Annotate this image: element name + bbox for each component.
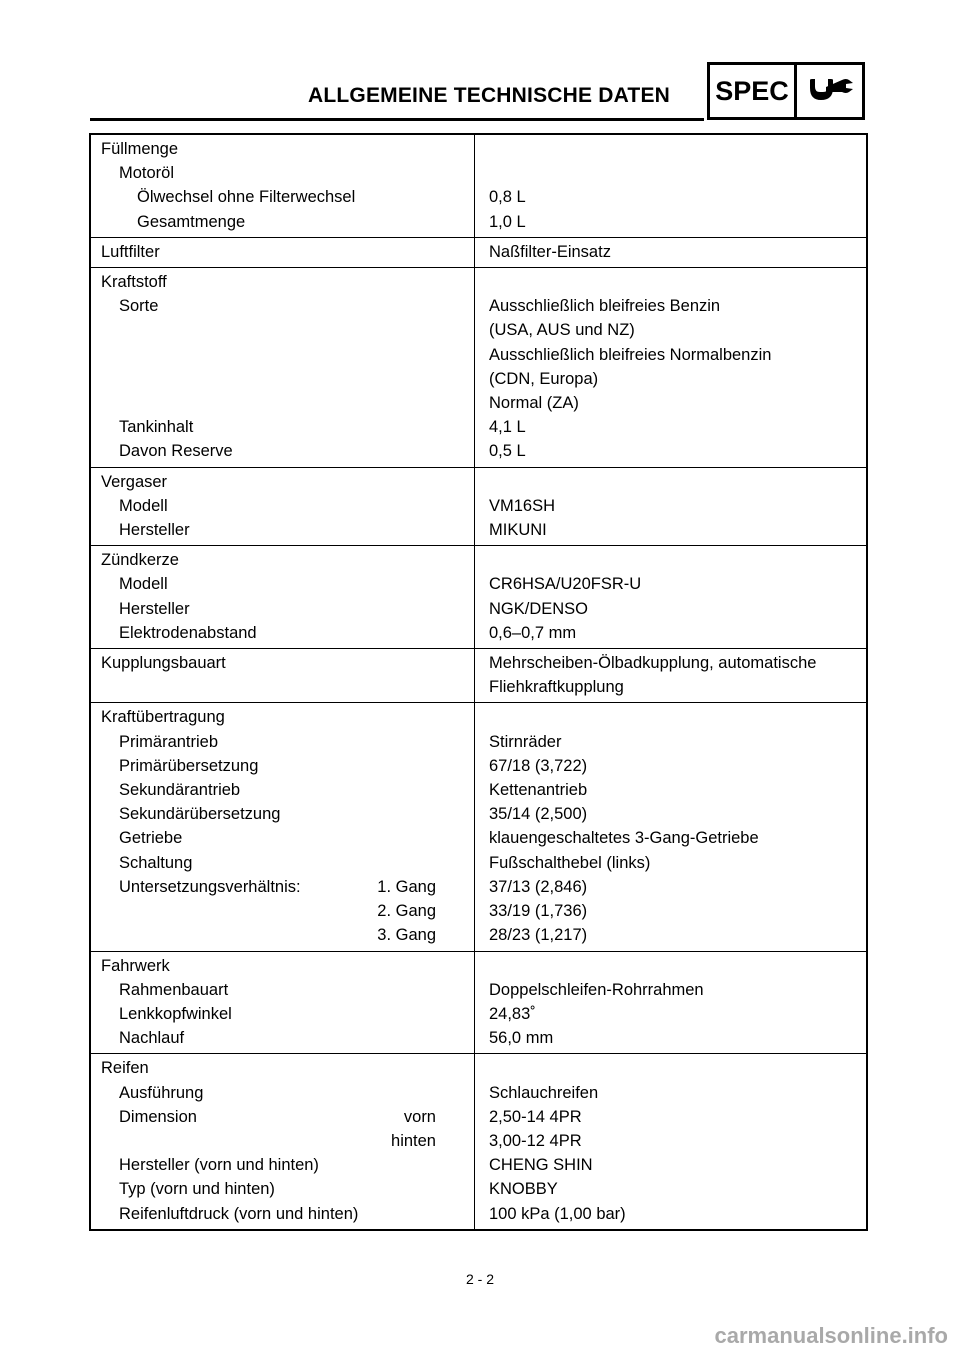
row-value: Doppelschleifen-Rohrrahmen [489,980,704,999]
row-value: 35/14 (2,500) [489,805,588,824]
table-row [91,899,866,923]
row-label [91,318,474,342]
spec-badge [707,62,865,120]
label-cell [91,754,475,778]
wrench-icon [806,75,856,109]
row-label: Typ (vorn und hinten) [119,1180,275,1199]
row-value: 2,50-14 4PR [489,1107,582,1126]
spec-section [91,1053,866,1228]
label-cell [91,923,475,950]
table-row [91,210,866,234]
row-label [91,923,354,947]
table-row [91,923,866,947]
label-cell [91,391,475,415]
row-label [91,899,354,923]
table-row [91,1002,866,1026]
table-row [91,318,866,342]
row-label: Reifen [101,1059,149,1078]
row-label: Schaltung [119,853,193,872]
row-value [475,954,866,978]
row-value: 33/19 (1,736) [489,902,588,921]
label-cell [91,1054,475,1080]
table-row [91,161,866,185]
row-value: 0,6–0,7 mm [489,623,577,642]
row-value [475,137,866,161]
spec-section [91,135,866,237]
label-cell [91,546,475,572]
table-row [91,518,866,542]
label-cell [91,439,475,466]
label-cell [91,1002,475,1026]
label-cell [91,268,475,294]
row-label: Hersteller (vorn und hinten) [119,1156,319,1175]
label-cell [91,649,475,675]
row-label [91,367,474,391]
table-row [91,875,866,899]
label-cell [91,778,475,802]
table-row [91,621,866,645]
label-cell [91,318,475,342]
label-cell [91,597,475,621]
row-label: Ausführung [119,1083,204,1102]
table-row [91,494,866,518]
label-cell [91,1177,475,1201]
label-cell [91,1081,475,1105]
row-value [475,548,866,572]
row-label [91,391,474,415]
table-row [91,391,866,415]
row-sublabel: 3. Gang [377,926,436,945]
row-value [475,161,866,185]
row-label: Primärantrieb [119,732,219,751]
table-row [91,185,866,209]
label-cell [91,1105,475,1129]
row-value: 1,0 L [489,212,526,231]
label-cell [91,238,475,267]
row-label [91,1129,354,1153]
page-number: 2 - 2 [465,1271,494,1287]
row-value: Fliehkraftkupplung [489,678,624,697]
spec-section [91,702,866,950]
table-row [91,1153,866,1177]
row-label: Getriebe [119,829,183,848]
spec-label: SPEC [710,65,797,117]
row-value [475,705,866,729]
label-cell [91,367,475,391]
row-label: Modell [119,496,168,515]
table-row [91,826,866,850]
table-row [91,597,866,621]
row-value: 100 kPa (1,00 bar) [489,1204,626,1223]
table-row [91,439,866,463]
table-row [91,778,866,802]
table-row [91,1105,866,1129]
label-cell [91,1153,475,1177]
row-value [475,1056,866,1080]
row-label [91,675,474,699]
row-value: 3,00-12 4PR [489,1131,582,1150]
table-row [91,572,866,596]
table-row [91,270,866,294]
row-label: Tankinhalt [119,418,194,437]
row-label: Fahrwerk [101,956,170,975]
row-value: 67/18 (3,722) [489,756,588,775]
table-row [91,730,866,754]
row-label: Kraftstoff [101,273,167,292]
spec-section [91,467,866,546]
row-label: Dimension [119,1107,197,1126]
row-value: Naßfilter-Einsatz [489,242,611,261]
label-cell [91,899,475,923]
row-label: Ölwechsel ohne Filterwechsel [137,188,356,207]
row-label: Modell [119,575,168,594]
row-label: Kraftübertragung [101,708,225,727]
label-cell [91,185,475,209]
row-label: Davon Reserve [119,442,233,461]
row-label: Nachlauf [119,1029,185,1048]
label-cell [91,294,475,318]
label-cell [91,494,475,518]
table-row [91,1202,866,1226]
label-cell [91,343,475,367]
table-row [91,675,866,699]
row-label: Sekundärübersetzung [119,805,281,824]
row-value: CHENG SHIN [489,1156,593,1175]
table-row [91,1129,866,1153]
row-sublabel: 2. Gang [377,902,436,921]
table-row [91,294,866,318]
table-row [91,802,866,826]
label-cell [91,1026,475,1053]
label-cell [91,952,475,978]
spec-section [91,267,866,467]
label-cell [91,675,475,702]
table-row [91,651,866,675]
row-label: Gesamtmenge [137,212,246,231]
row-value: Normal (ZA) [489,394,579,413]
row-value: 0,8 L [489,188,526,207]
row-value: 56,0 mm [489,1029,554,1048]
table-row [91,1026,866,1050]
row-sublabel: hinten [391,1131,436,1150]
label-cell [91,802,475,826]
table-row [91,470,866,494]
label-cell [91,703,475,729]
table-row [91,851,866,875]
row-label: Hersteller [119,599,190,618]
row-value: Stirnräder [489,732,562,751]
label-cell [91,518,475,545]
row-value: 0,5 L [489,442,526,461]
row-label: Sekundärantrieb [119,781,241,800]
row-sublabel: vorn [403,1107,436,1126]
row-value: 4,1 L [489,418,526,437]
table-row [91,548,866,572]
row-value: NGK/DENSO [489,599,589,618]
row-label: Füllmenge [101,140,179,158]
row-label: Rahmenbauart [119,980,229,999]
label-cell [91,135,475,161]
row-label: Zündkerze [101,551,179,570]
table-row [91,705,866,729]
label-cell [91,468,475,494]
label-cell [91,572,475,596]
row-value: (CDN, Europa) [489,369,599,388]
row-label: Vergaser [101,472,168,491]
table-row [91,1177,866,1201]
row-label [91,343,474,367]
label-cell [91,1202,475,1229]
row-value: Mehrscheiben-Ölbadkupplung, automatische [489,654,817,673]
table-row [91,137,866,161]
table-row [91,978,866,1002]
row-label: Reifenluftdruck (vorn und hinten) [119,1204,359,1223]
label-cell [91,875,475,899]
row-value: Fußschalthebel (links) [489,853,651,872]
label-cell [91,730,475,754]
label-cell [91,210,475,237]
row-label: Sorte [119,297,159,316]
table-row [91,367,866,391]
row-value [475,470,866,494]
spec-section [91,951,866,1054]
label-cell [91,851,475,875]
row-sublabel: 1. Gang [377,877,436,896]
row-value: (USA, AUS und NZ) [489,321,635,340]
row-label: Untersetzungsverhältnis: [119,877,301,896]
row-label: Hersteller [119,521,190,540]
table-row [91,240,866,264]
label-cell [91,621,475,648]
row-value: 37/13 (2,846) [489,877,588,896]
row-label: Elektrodenabstand [119,623,257,642]
row-value [475,270,866,294]
row-value: CR6HSA/U20FSR-U [489,575,642,594]
row-value: MIKUNI [489,521,547,540]
watermark: carmanualsonline.info [714,1323,948,1348]
row-value: Ausschließlich bleifreies Normalbenzin [489,345,772,364]
table-row [91,954,866,978]
table-row [91,343,866,367]
header-rule [90,118,704,121]
row-label: Luftfilter [101,242,160,261]
row-value: Ausschließlich bleifreies Benzin [489,297,721,316]
row-value: Schlauchreifen [489,1083,599,1102]
table-row [91,415,866,439]
spec-section [91,545,866,648]
table-row [91,1056,866,1080]
spec-section [91,648,866,702]
page-title: ALLGEMEINE TECHNISCHE DATEN [308,84,671,107]
table-row [91,1081,866,1105]
label-cell [91,161,475,185]
spec-section [91,237,866,267]
table-row [91,754,866,778]
spec-table [89,133,868,1231]
row-value: KNOBBY [489,1180,558,1199]
label-cell [91,978,475,1002]
row-value: Kettenantrieb [489,781,588,800]
label-cell [91,826,475,850]
row-value: klauengeschaltetes 3-Gang-Getriebe [489,829,759,848]
row-value: 24,83˚ [489,1004,536,1023]
row-label: Primärübersetzung [119,756,259,775]
row-value: VM16SH [489,496,556,515]
label-cell [91,1129,475,1153]
row-label: Motoröl [119,164,175,183]
label-cell [91,415,475,439]
row-label: Kupplungsbauart [101,654,226,673]
row-value: 28/23 (1,217) [489,926,588,945]
row-label: Lenkkopfwinkel [119,1004,232,1023]
